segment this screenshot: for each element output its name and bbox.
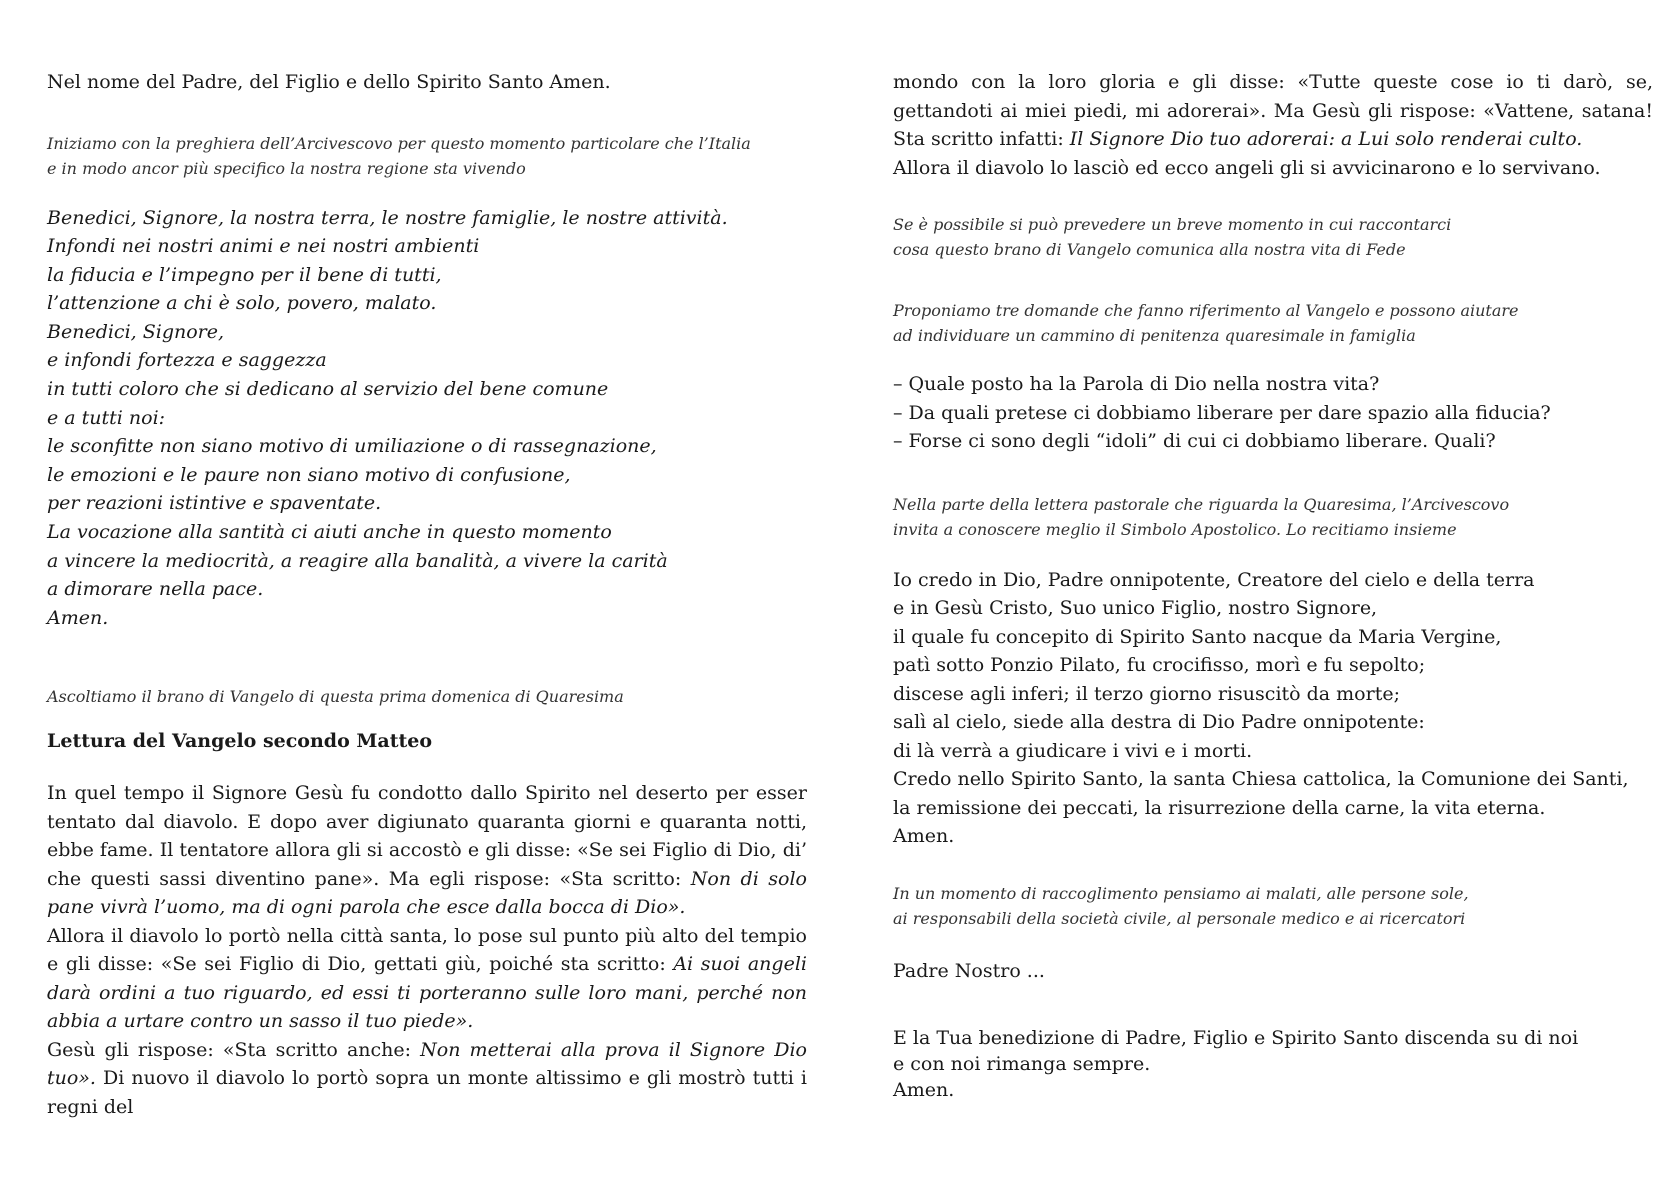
intercession-note-line: ai responsabili della società civile, al personale medico e ai ricercatori <box>893 908 1466 928</box>
creed-note-line: invita a conoscere meglio il Simbolo Apostolico. Lo recitiamo insieme <box>893 519 1457 539</box>
gospel-text: Gesù gli rispose: «Sta scritto anche: <box>47 1038 421 1061</box>
gospel-paragraph: Allora il diavolo lo lasciò ed ecco angeli gli si avvicinarono e lo servivano. <box>893 156 1601 179</box>
question-item: – Da quali pretese ci dobbiamo liberare per dare spazio alla fiducia? <box>893 401 1551 424</box>
prayer-line: le sconfitte non siano motivo di umiliazione o di rassegnazione, <box>47 435 657 458</box>
share-note-line: cosa questo brano di Vangelo comunica alla nostra vita di Fede <box>893 240 1406 259</box>
prayer-line: e a tutti noi: <box>47 406 166 429</box>
questions-note <box>893 298 1653 348</box>
prayer-line: l’attenzione a chi è solo, povero, malato. <box>47 292 437 315</box>
intro-note-line: Iniziamo con la preghiera dell’Arcivescovo per questo momento particolare che l’Italia <box>47 133 751 153</box>
blessing-line: Amen. <box>893 1079 955 1101</box>
prayer-line: Benedici, Signore, <box>47 320 225 343</box>
questions-list <box>893 370 1653 456</box>
gospel-text: Allora il diavolo lo portò nella città santa, lo pose sul punto più alto del tempio e gli disse: «Se sei Figlio di Dio, gettati giù, poiché sta scritto: <box>47 924 807 976</box>
prayer-line: Benedici, Signore, la nostra terra, le nostre famiglie, le nostre attività. <box>47 206 728 229</box>
gospel-continuation <box>893 68 1653 182</box>
creed-line: Io credo in Dio, Padre onnipotente, Creatore del cielo e della terra <box>893 568 1535 591</box>
right-page <box>893 68 1653 1103</box>
creed-line: Credo nello Spirito Santo, la santa Chiesa cattolica, la Comunione dei Santi, <box>893 768 1629 790</box>
gospel-note: Ascoltiamo il brano di Vangelo di questa prima domenica di Quaresima <box>47 687 624 707</box>
gospel-text: mondo con la loro gloria e gli disse: «Tutte queste cose io ti darò, se, gettandoti ai miei piedi, mi adorerai». Ma Gesù gli rispose: «Vattene, satana! Sta scritto infatti: <box>893 71 1653 150</box>
creed-line: Amen. <box>893 825 955 847</box>
creed-line: salì al cielo, siede alla destra di Dio Padre onnipotente: <box>893 711 1425 733</box>
prayer-line: a vincere la mediocrità, a reagire alla banalità, a vivere la carità <box>47 549 668 572</box>
share-note <box>893 212 1653 262</box>
scripture-quote: Non di solo pane vivrà l’uomo, ma di ogni parola che esce dalla bocca di Dio». <box>47 867 807 919</box>
gospel-paragraph <box>47 922 807 1036</box>
intercession-note-line: In un momento di raccoglimento pensiamo ai malati, alle persone sole, <box>893 883 1469 903</box>
question-item: – Forse ci sono degli “idoli” di cui ci dobbiamo liberare. Quali? <box>893 430 1496 452</box>
gospel-paragraph <box>47 1036 807 1122</box>
gospel-text: In quel tempo il Signore Gesù fu condotto dallo Spirito nel deserto per esser tentato dal diavolo. E dopo aver digiunato quaranta giorni e quaranta notti, ebbe fame. Il tentatore allora gli si accostò e gli disse: «Se sei Figlio di Dio, di’ che questi sassi diventino pane». Ma egli rispose: «Sta scritto: <box>47 782 807 890</box>
gospel-paragraph <box>47 779 807 922</box>
our-father: Padre Nostro ... <box>893 959 1045 982</box>
prayer-line: La vocazione alla santità ci aiuti anche in questo momento <box>47 521 612 544</box>
prayer-line: in tutti coloro che si dedicano al servizio del bene comune <box>47 378 609 401</box>
blessing-line: e con noi rimanga sempre. <box>893 1053 1151 1075</box>
creed-note <box>893 492 1653 542</box>
gospel-text: Di nuovo il diavolo lo portò sopra un monte altissimo e gli mostrò tutti i regni del <box>47 1067 807 1118</box>
blessing-line: E la Tua benedizione di Padre, Figlio e Spirito Santo discenda su di noi <box>893 1027 1579 1049</box>
prayer-line: la fiducia e l’impegno per il bene di tutti, <box>47 263 442 286</box>
gospel-paragraph <box>893 68 1653 154</box>
creed-line: il quale fu concepito di Spirito Santo nacque da Maria Vergine, <box>893 625 1502 648</box>
question-item: – Quale posto ha la Parola di Dio nella nostra vita? <box>893 373 1380 395</box>
share-note-line: Se è possibile si può prevedere un breve momento in cui raccontarci <box>893 215 1452 234</box>
archbishop-prayer <box>47 204 807 633</box>
left-page <box>47 68 807 1121</box>
intro-note-line: e in modo ancor più specifico la nostra regione sta vivendo <box>47 158 526 178</box>
prayer-line: per reazioni istintive e spaventate. <box>47 492 382 515</box>
final-blessing <box>893 1025 1653 1103</box>
questions-note-line: Proponiamo tre domande che fanno riferimento al Vangelo e possono aiutare <box>893 301 1519 320</box>
gospel-reading <box>47 779 807 1121</box>
creed-line: di là verrà a giudicare i vivi e i morti. <box>893 739 1253 762</box>
intercession-note <box>893 881 1653 931</box>
opening-invocation: Nel nome del Padre, del Figlio e dello Spirito Santo Amen. <box>47 71 611 93</box>
questions-note-line: ad individuare un cammino di penitenza quaresimale in famiglia <box>893 326 1416 345</box>
prayer-line: Amen. <box>47 606 109 629</box>
scripture-quote: Il Signore Dio tuo adorerai: a Lui solo renderai culto. <box>1069 128 1583 150</box>
scripture-quote: Non metterai alla prova il Signore Dio tuo». <box>47 1038 807 1090</box>
prayer-line: a dimorare nella pace. <box>47 578 264 601</box>
prayer-line: Infondi nei nostri animi e nei nostri ambienti <box>47 235 480 258</box>
creed-line: e in Gesù Cristo, Suo unico Figlio, nostro Signore, <box>893 597 1378 619</box>
creed-line: discese agli inferi; il terzo giorno risuscitò da morte; <box>893 682 1400 705</box>
prayer-line: e infondi fortezza e saggezza <box>47 349 327 372</box>
intro-note <box>47 131 807 181</box>
apostles-creed <box>893 566 1653 851</box>
creed-line: la remissione dei peccati, la risurrezione della carne, la vita eterna. <box>893 796 1546 819</box>
creed-line: patì sotto Ponzio Pilato, fu crocifisso, morì e fu sepolto; <box>893 654 1426 676</box>
creed-note-line: Nella parte della lettera pastorale che riguarda la Quaresima, l’Arcivescovo <box>893 494 1510 514</box>
scripture-quote: Ai suoi angeli darà ordini a tuo riguardo, ed essi ti porteranno sulle loro mani, perché non abbia a urtare contro un sasso il tuo piede». <box>47 953 807 1033</box>
prayer-line: le emozioni e le paure non siano motivo di confusione, <box>47 463 571 486</box>
gospel-heading: Lettura del Vangelo secondo Matteo <box>47 730 433 753</box>
